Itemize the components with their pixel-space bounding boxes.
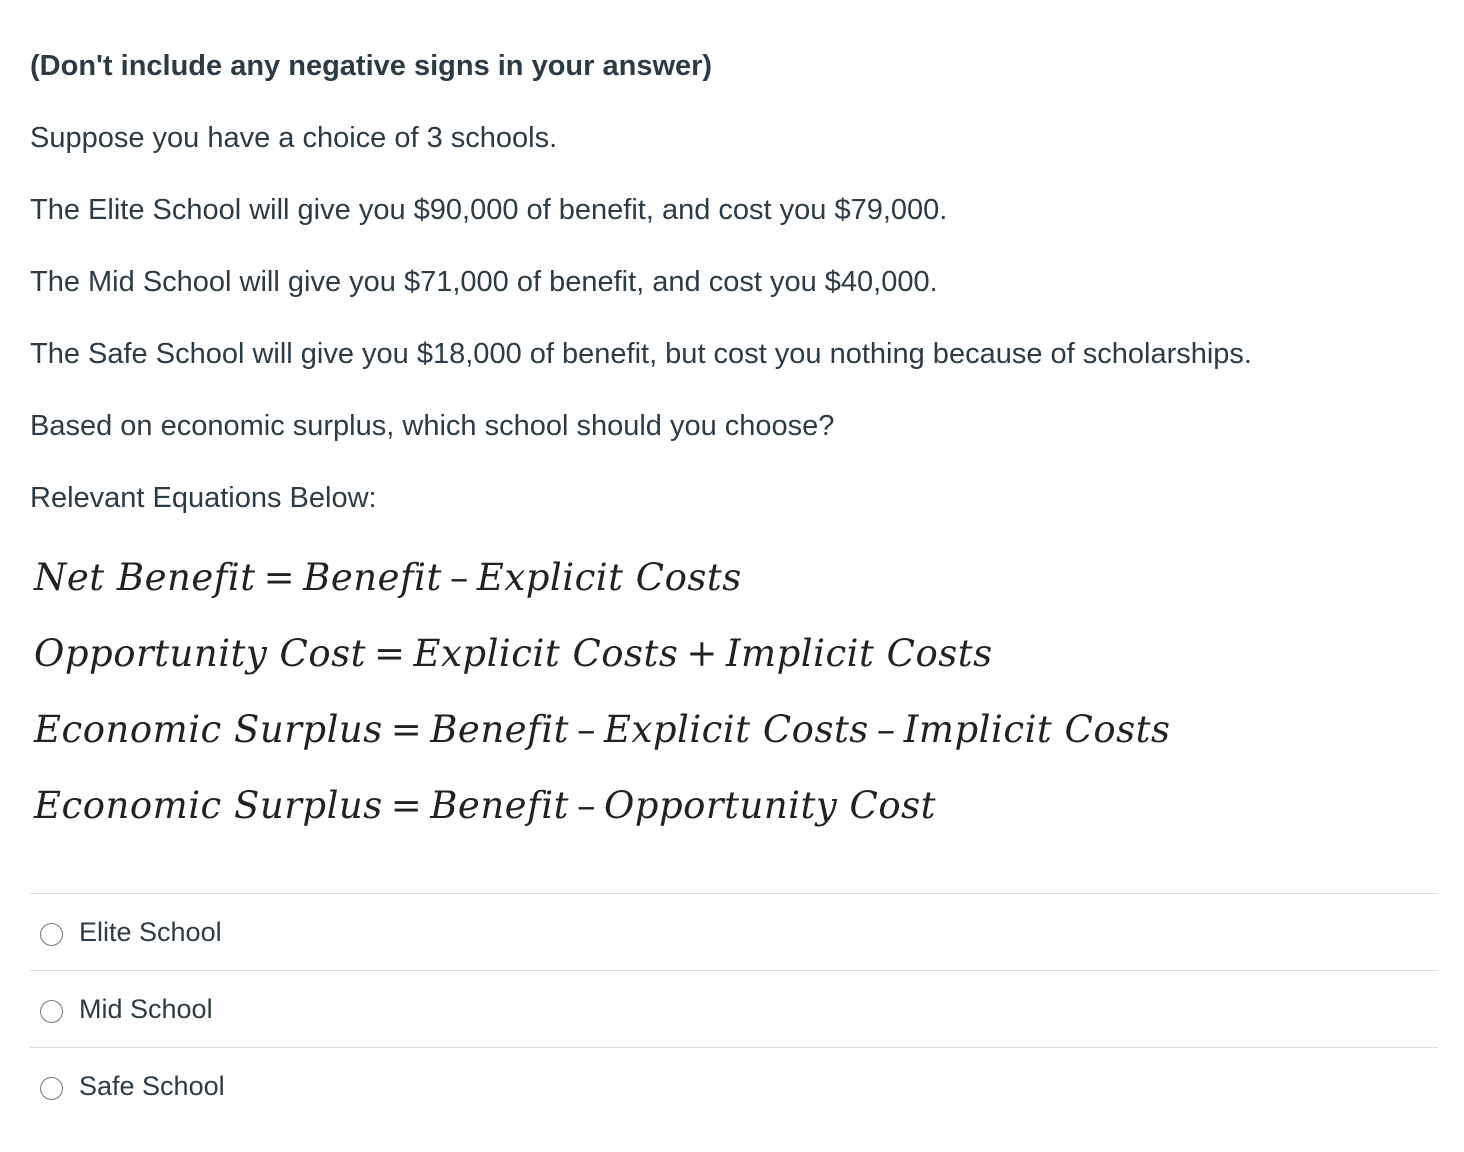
equation-net-benefit	[34, 556, 742, 600]
equation-operator: =	[374, 632, 406, 675]
equation-term: Benefit	[303, 556, 442, 599]
mid-school-description: The Mid School will give you $71,000 of benefit, and cost you $40,000.	[30, 266, 938, 298]
equation-term: Opportunity Cost	[603, 784, 936, 827]
equation-operator: –	[449, 556, 469, 599]
equation-term: Implicit Costs	[725, 632, 993, 675]
equation-term: Benefit	[430, 784, 569, 827]
equation-term: Explicit Costs	[413, 632, 679, 675]
equation-term: Net Benefit	[34, 556, 256, 599]
radio-button[interactable]	[40, 1077, 63, 1100]
radio-button[interactable]	[40, 923, 63, 946]
equation-operator: =	[390, 784, 423, 827]
equation-opportunity-cost	[34, 632, 993, 676]
answer-label[interactable]: Safe School	[79, 1070, 225, 1101]
equation-term: Benefit	[430, 708, 569, 751]
equation-operator: –	[576, 708, 596, 751]
answer-label[interactable]: Elite School	[79, 916, 222, 947]
question-intro: Suppose you have a choice of 3 schools.	[30, 122, 558, 154]
equations-heading: Relevant Equations Below:	[30, 482, 377, 514]
answer-option-elite-school[interactable]	[30, 893, 1438, 970]
answer-label[interactable]: Mid School	[79, 993, 213, 1024]
equation-term: Implicit Costs	[903, 708, 1171, 751]
equation-term: Economic Surplus	[34, 784, 383, 827]
answer-option-mid-school[interactable]	[30, 970, 1438, 1047]
instruction-note: (Don't include any negative signs in your answer)	[30, 50, 713, 82]
answer-list	[30, 893, 1438, 1124]
elite-school-description: The Elite School will give you $90,000 of benefit, and cost you $79,000.	[30, 194, 948, 226]
question-prompt: Based on economic surplus, which school should you choose?	[30, 410, 835, 442]
equation-operator: –	[576, 784, 596, 827]
equation-economic-surplus-explicit-implicit	[34, 708, 1170, 752]
equation-operator: =	[263, 556, 296, 599]
equation-term: Opportunity Cost	[34, 632, 367, 675]
safe-school-description: The Safe School will give you $18,000 of benefit, but cost you nothing because of scholarships.	[30, 338, 1252, 370]
equation-term: Economic Surplus	[34, 708, 383, 751]
answer-option-safe-school[interactable]	[30, 1047, 1438, 1124]
equation-operator: –	[876, 708, 896, 751]
equation-term: Explicit Costs	[603, 708, 869, 751]
equation-term: Explicit Costs	[476, 556, 742, 599]
equation-economic-surplus-opportunity	[34, 784, 936, 828]
equation-operator: =	[390, 708, 423, 751]
radio-button[interactable]	[40, 1000, 63, 1023]
equation-operator: +	[686, 632, 718, 675]
